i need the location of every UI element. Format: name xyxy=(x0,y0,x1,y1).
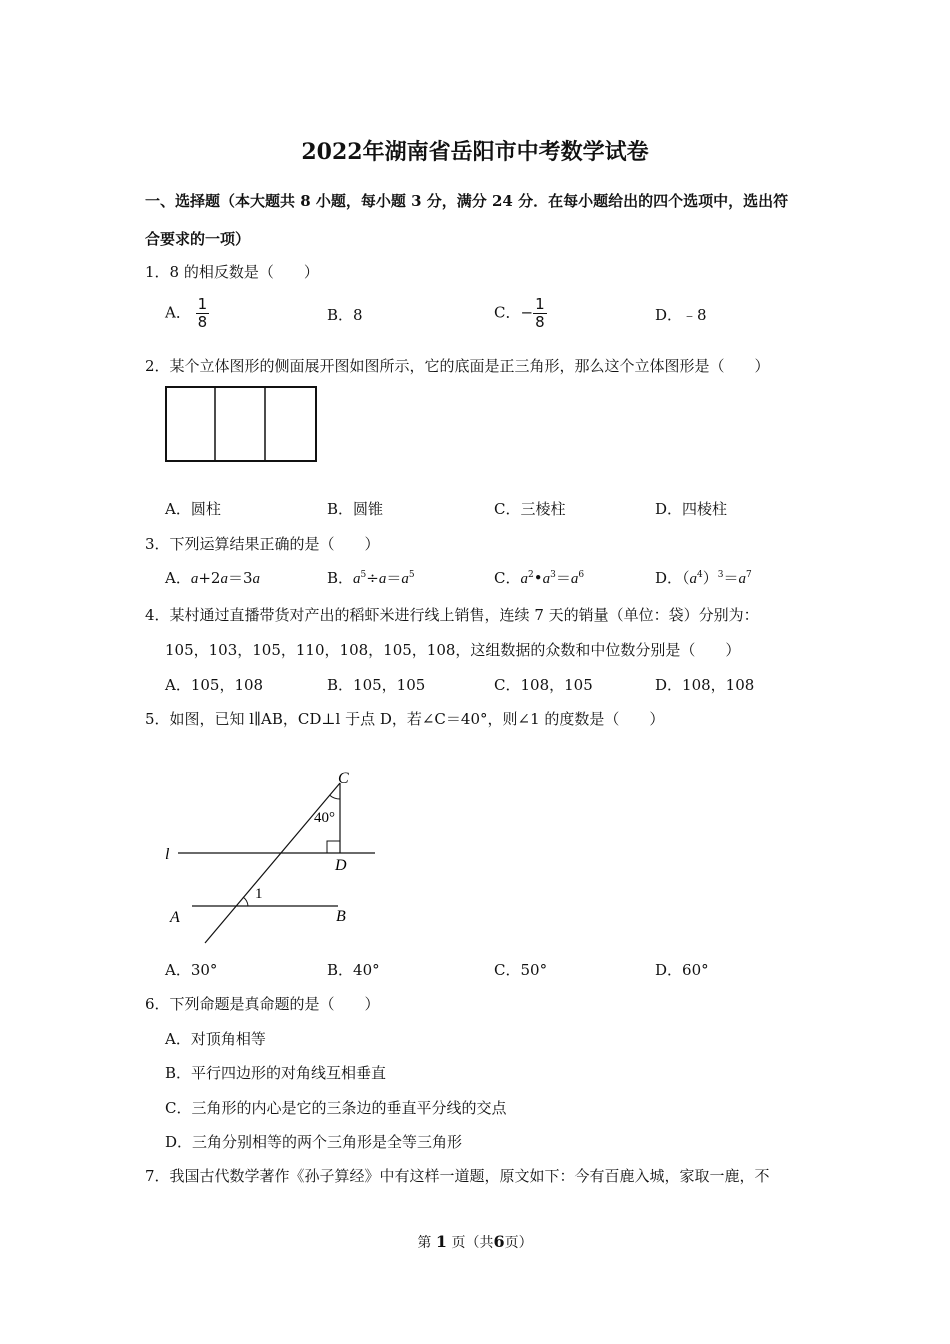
q1-c-denominator: 8 xyxy=(535,313,545,331)
q4-option-a: A．105，108 xyxy=(165,676,264,694)
q4-stem-line1: 4．某村通过直播带货对产出的稻虾米进行线上销售，连续 7 天的销量（单位：袋）分别为： xyxy=(145,606,759,624)
q1-a-denominator: 8 xyxy=(197,313,208,331)
page-title: 2022年湖南省岳阳市中考数学试卷 xyxy=(301,139,649,165)
label-40-degree: 40° xyxy=(314,810,335,826)
q6-option-d: D．三角分别相等的两个三角形是全等三角形 xyxy=(165,1133,463,1151)
q1-option-c xyxy=(494,296,547,331)
label-a: A xyxy=(170,909,180,926)
q5-option-a: A．30° xyxy=(165,961,218,979)
q2-stem: 2．某个立体图形的侧面展开图如图所示，它的底面是正三角形，那么这个立体图形是（ ） xyxy=(145,357,770,375)
q2-option-a: A．圆柱 xyxy=(165,500,221,518)
footer-mid: 页（共 xyxy=(451,1235,494,1251)
q1-c-label: C． xyxy=(494,303,521,322)
q1-stem: 1．8 的相反数是（ ） xyxy=(145,263,319,281)
q1-option-b: B．8 xyxy=(327,306,363,324)
q5-option-d: D．60° xyxy=(655,961,709,979)
q1-c-sign: − xyxy=(520,303,534,322)
footer-total-pages: 6 xyxy=(493,1232,505,1251)
q3-a-label: A． xyxy=(165,569,191,587)
q3-d-label: D． xyxy=(655,569,683,587)
label-angle-1: 1 xyxy=(255,886,263,902)
q2-option-d: D．四棱柱 xyxy=(655,500,728,518)
label-l: l xyxy=(165,846,170,863)
net-outline xyxy=(166,387,316,461)
section-heading-line1: 一、选择题（本大题共 8 小题，每小题 3 分，满分 24 分．在每小题给出的四个选项中，选出符 xyxy=(145,192,789,210)
q5-geometry-figure xyxy=(160,765,390,950)
section-heading-line2: 合要求的一项） xyxy=(145,230,251,248)
q1-a-label: A． xyxy=(165,303,191,322)
q1-option-d: D．﹣8 xyxy=(655,306,707,324)
label-b: B xyxy=(336,908,346,925)
q5-option-b: B．40° xyxy=(327,961,380,979)
q3-c-label: C． xyxy=(494,569,521,587)
q3-option-c: C．$a^2•a^3=a^6$ xyxy=(494,569,585,587)
q5-stem: 5．如图，已知 l∥AB，CD⊥l 于点 D，若∠C＝40°，则∠1 的度数是（ ） xyxy=(145,710,665,728)
q6-stem: 6．下列命题是真命题的是（ ） xyxy=(145,995,380,1013)
q1-a-fraction xyxy=(196,296,210,331)
q1-c-numerator: 1 xyxy=(535,295,545,313)
q4-option-d: D．108，108 xyxy=(655,676,755,694)
angle-1-arc xyxy=(243,897,248,906)
q3-stem: 3．下列运算结果正确的是（ ） xyxy=(145,535,380,553)
line-transversal xyxy=(205,783,340,943)
q6-option-a: A．对顶角相等 xyxy=(165,1030,266,1048)
q1-a-numerator: 1 xyxy=(197,295,208,313)
q2-net-figure xyxy=(164,385,320,465)
q2-option-b: B．圆锥 xyxy=(327,500,384,518)
q4-option-b: B．105，105 xyxy=(327,676,426,694)
q3-option-b: B．$a^5\div a=a^5$ xyxy=(327,569,415,587)
q6-option-c: C．三角形的内心是它的三条边的垂直平分线的交点 xyxy=(165,1099,507,1117)
q5-option-c: C．50° xyxy=(494,961,548,979)
label-c: C xyxy=(338,770,349,787)
label-d: D xyxy=(335,857,347,874)
q4-option-c: C．108，105 xyxy=(494,676,593,694)
q3-b-label: B． xyxy=(327,569,354,587)
footer-page-number: 1 xyxy=(435,1232,447,1251)
footer-post: 页） xyxy=(504,1235,533,1251)
q1-option-a xyxy=(165,296,209,331)
q7-stem: 7．我国古代数学著作《孙子算经》中有这样一道题，原文如下：今有百鹿入城，家取一鹿，不 xyxy=(145,1167,770,1185)
right-angle-mark xyxy=(327,841,340,853)
q6-option-b: B．平行四边形的对角线互相垂直 xyxy=(165,1064,387,1082)
q4-stem-line2: 105，103，105，110，108，105，108，这组数据的众数和中位数分别是（ ） xyxy=(165,641,741,659)
q2-option-c: C．三棱柱 xyxy=(494,500,566,518)
q1-c-fraction xyxy=(533,296,547,331)
q3-option-d: D．$(a^4)^3=a^7$ xyxy=(655,569,752,587)
footer-pre: 第 xyxy=(417,1235,432,1251)
q3-option-a: A．a+2a＝3a xyxy=(165,569,261,587)
page-footer xyxy=(0,1232,950,1252)
angle-c-arc xyxy=(330,795,340,799)
